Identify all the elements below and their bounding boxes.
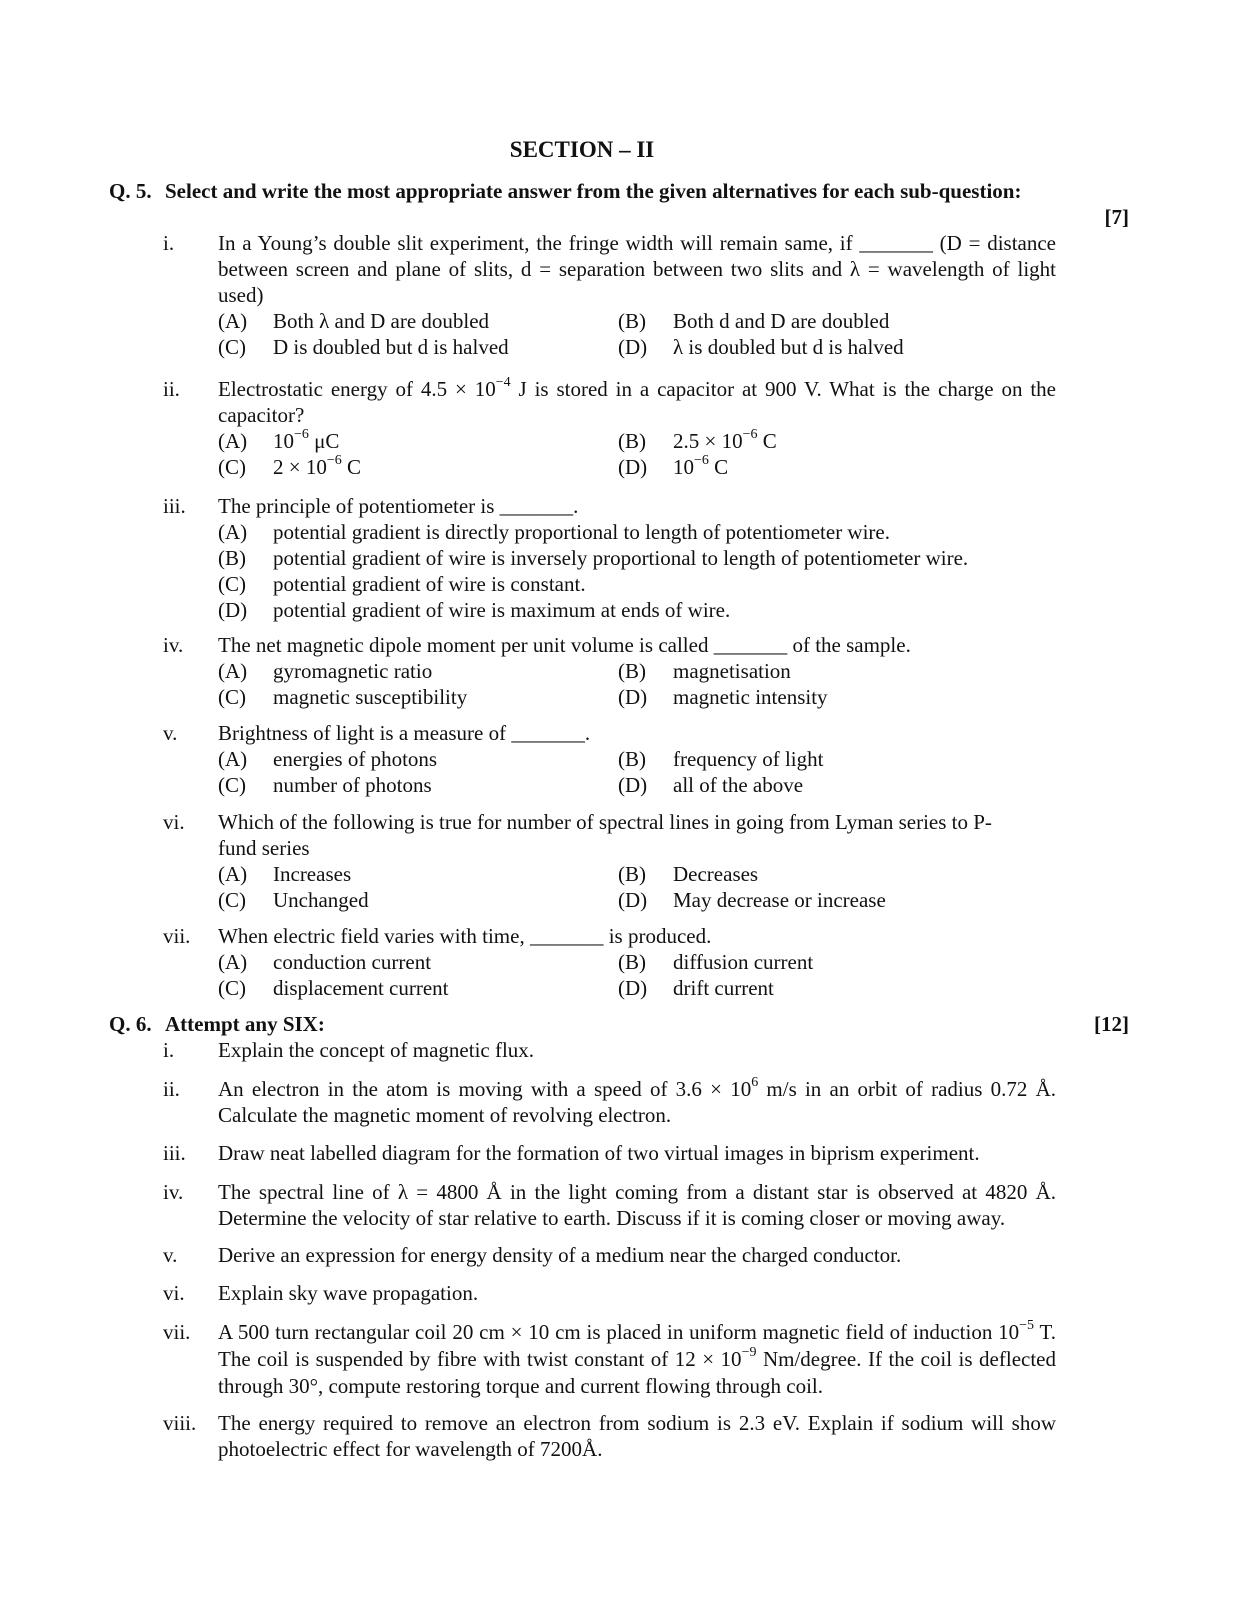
question-text: Electrostatic energy of $4.5 \times 10^{-4}$ J is stored in a capacitor at 900 V. What is the charge on the capacitor?: [218, 375, 1057, 427]
question-text: Explain the concept of magnetic flux.: [218, 1038, 535, 1062]
q6-number: Q. 6.: [109, 1012, 152, 1036]
item-number: v.: [163, 721, 178, 745]
q6-item-8: [163, 1410, 1056, 1462]
item-number: vii.: [163, 1320, 191, 1344]
question-text: When electric field varies with time, _______ is produced.: [218, 924, 712, 948]
option-b: (B) diffusion current: [618, 950, 814, 974]
q6-heading: [109, 1011, 1129, 1037]
q6-item-1: [163, 1037, 1056, 1063]
item-number: iii.: [163, 1141, 186, 1165]
q5-heading: [109, 178, 1129, 229]
q6-item-7: [163, 1319, 1056, 1400]
q5-item-7: [163, 923, 1056, 1001]
question-text: Derive an expression for energy density of a medium near the charged conductor.: [218, 1243, 902, 1267]
item-number: iv.: [163, 1180, 184, 1204]
item-number: i.: [163, 231, 175, 255]
q6-item-3: [163, 1140, 1056, 1166]
options: [218, 308, 1056, 360]
item-number: iii.: [163, 494, 186, 518]
q5-instruction: Select and write the most appropriate answer from the given alternatives for each sub-question:: [165, 179, 1022, 203]
section-title: SECTION – II: [509, 137, 655, 162]
q6-item-2: [163, 1076, 1056, 1128]
item-number: vi.: [163, 810, 185, 834]
option-b: (B) Decreases: [618, 862, 759, 886]
q6-instruction: Attempt any SIX:: [165, 1012, 325, 1036]
options: [218, 746, 1056, 798]
option-a: (A) conduction current: [218, 950, 432, 974]
option-c: (C) potential gradient of wire is constant.: [218, 572, 586, 596]
option-a: (A) Both λ and D are doubled: [218, 309, 490, 333]
item-number: v.: [163, 1243, 178, 1267]
q5-marks: [7]: [1104, 205, 1129, 229]
option-b: (B) potential gradient of wire is inversely proportional to length of potentiometer wire.: [218, 546, 969, 570]
option-b: (B) Both d and D are doubled: [618, 309, 890, 333]
options: [218, 519, 1056, 623]
question-text: The net magnetic dipole moment per unit volume is called _______ of the sample.: [218, 633, 911, 657]
question-text: Draw neat labelled diagram for the formation of two virtual images in biprism experiment.: [218, 1141, 980, 1165]
question-text: Which of the following is true for number of spectral lines in going from Lyman series to P-fund series: [218, 810, 992, 860]
q6-item-5: [163, 1242, 1056, 1268]
item-number: ii.: [163, 1077, 180, 1101]
options: [218, 428, 1056, 480]
option-c: (C) D is doubled but d is halved: [218, 335, 509, 359]
question-text: The spectral line of λ = 4800 Å in the light coming from a distant star is observed at 4820 Å. Determine the velocity of star relative to earth. Discuss if it is coming closer or moving away.: [218, 1180, 1056, 1230]
option-a: (A) energies of photons: [218, 747, 438, 771]
option-d: (D) magnetic intensity: [618, 685, 828, 709]
option-a: (A) $10^{-6}$ μC: [218, 427, 340, 453]
options: [218, 658, 1056, 710]
item-number: vii.: [163, 924, 191, 948]
item-number: i.: [163, 1038, 175, 1062]
option-c: (C) magnetic susceptibility: [218, 685, 468, 709]
option-d: (D) May decrease or increase: [618, 888, 886, 912]
q6-marks: [12]: [1094, 1012, 1129, 1036]
option-d: (D) λ is doubled but d is halved: [618, 335, 904, 359]
question-text: A 500 turn rectangular coil 20 cm × 10 cm is placed in uniform magnetic field of induction $10^{-5}$ T. The coil is suspended by fibre with twist constant of $12 \times 10^{-9}$ Nm/degree. If the coil is deflected through 30°, compute restoring torque and current flowing through coil.: [218, 1318, 1057, 1398]
option-c: (C) displacement current: [218, 976, 449, 1000]
question-text: An electron in the atom is moving with a speed of $3.6 \times 10^6$ m/s in an orbit of radius 0.72 Å. Calculate the magnetic moment of revolving electron.: [218, 1075, 1056, 1127]
option-b: (B) frequency of light: [618, 747, 824, 771]
item-number: iv.: [163, 633, 184, 657]
options: [218, 861, 1056, 913]
item-number: viii.: [163, 1411, 197, 1435]
q5-item-2: [163, 376, 1056, 480]
q6-item-4: [163, 1179, 1056, 1231]
item-number: ii.: [163, 377, 180, 401]
options: [218, 949, 1056, 1001]
question-text: In a Young’s double slit experiment, the fringe width will remain same, if _______ (D = distance between screen and plane of slits, d = separation between two slits and λ = wavelength of light used): [218, 231, 1056, 307]
option-a: (A) potential gradient is directly proportional to length of potentiometer wire.: [218, 520, 890, 544]
option-d: (D) $10^{-6}$ C: [618, 453, 729, 479]
item-number: vi.: [163, 1281, 185, 1305]
q5-item-4: [163, 632, 1056, 710]
option-a: (A) Increases: [218, 862, 352, 886]
q5-item-6: [163, 809, 1056, 913]
option-b: (B) $2.5 \times 10^{-6}$ C: [618, 427, 777, 453]
question-text: Explain sky wave propagation.: [218, 1281, 479, 1305]
option-c: (C) number of photons: [218, 773, 432, 797]
option-d: (D) all of the above: [618, 773, 804, 797]
question-text: The energy required to remove an electron from sodium is 2.3 eV. Explain if sodium will show photoelectric effect for wavelength of 7200Å.: [218, 1411, 1056, 1461]
question-text: Brightness of light is a measure of _______.: [218, 721, 591, 745]
q5-item-3: [163, 493, 1056, 623]
option-c: (C) Unchanged: [218, 888, 369, 912]
option-c: (C) $2 \times 10^{-6}$ C: [218, 453, 362, 479]
option-d: (D) potential gradient of wire is maximum at ends of wire.: [218, 598, 731, 622]
q5-item-5: [163, 720, 1056, 798]
option-a: (A) gyromagnetic ratio: [218, 659, 433, 683]
q6-item-6: [163, 1280, 1056, 1306]
option-b: (B) magnetisation: [618, 659, 791, 683]
q5-item-1: [163, 230, 1056, 360]
q5-number: Q. 5.: [109, 179, 152, 203]
option-d: (D) drift current: [618, 976, 774, 1000]
question-text: The principle of potentiometer is _______.: [218, 494, 579, 518]
